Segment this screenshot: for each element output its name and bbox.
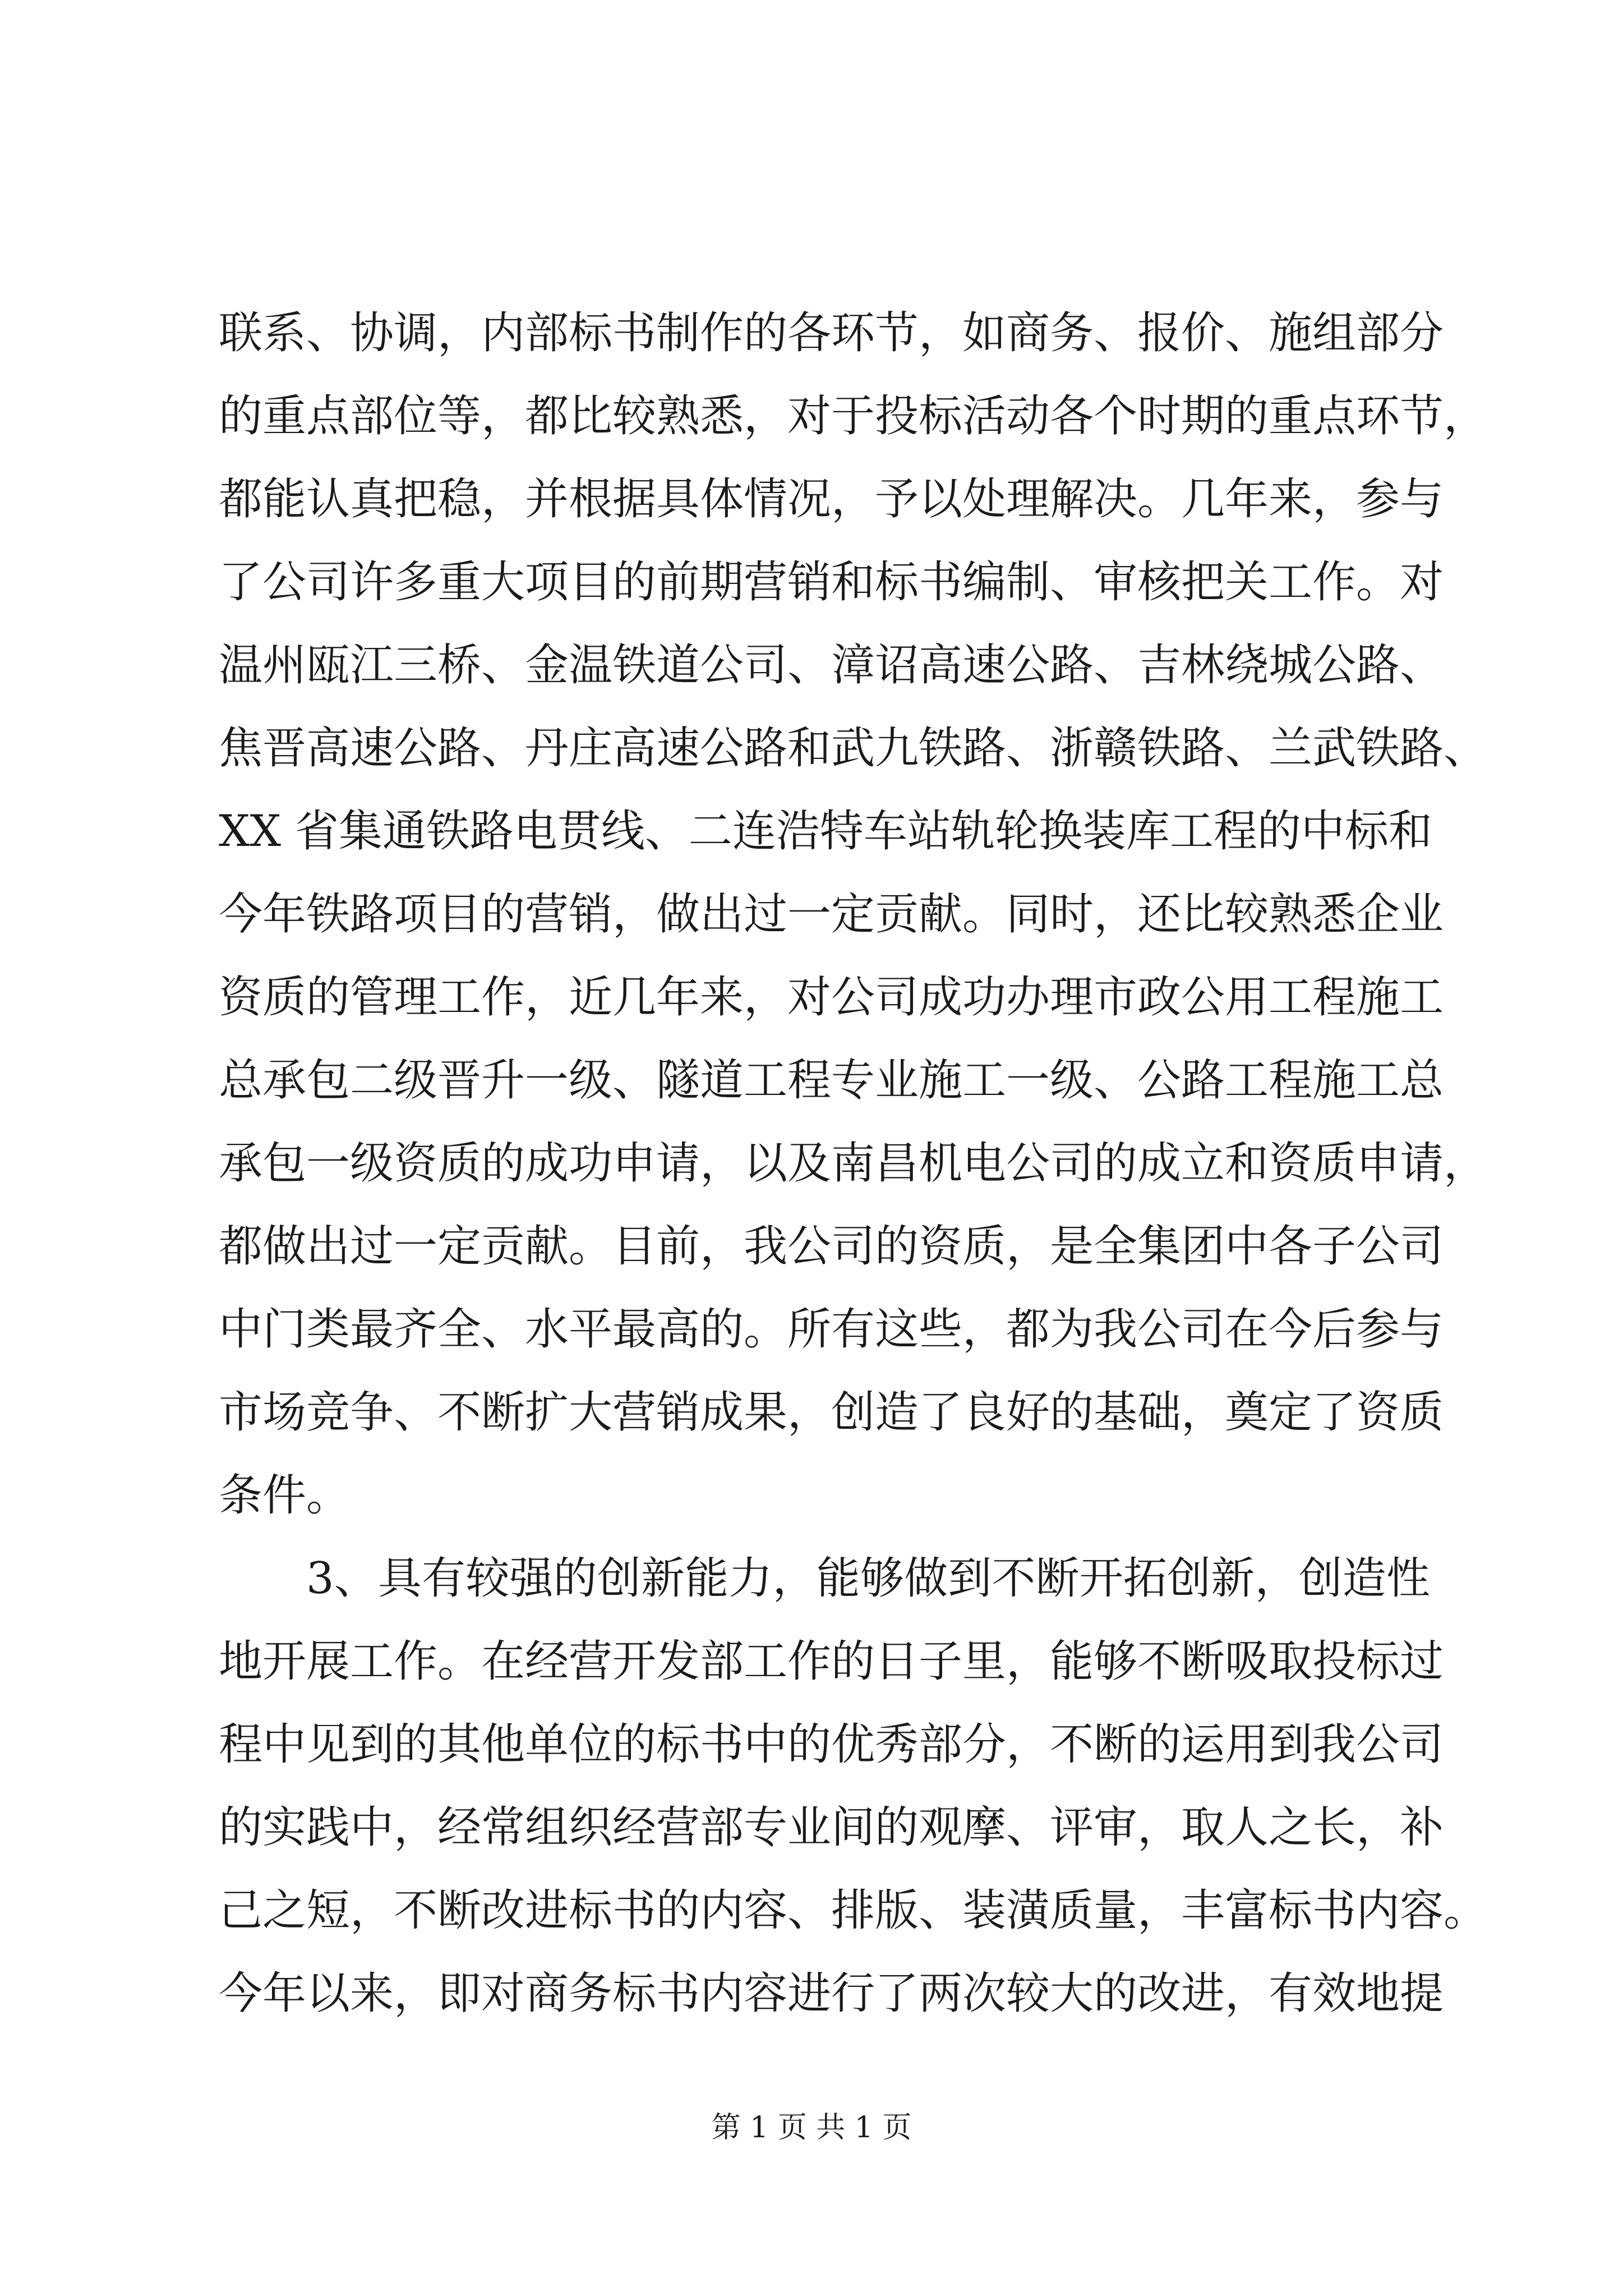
text-line: 的实践中，经常组织经营部专业间的观摩、评审，取人之长，补 <box>219 1802 1444 1853</box>
body-text <box>219 292 1488 2035</box>
paragraph-1 <box>219 292 1488 1537</box>
text-line: XX 省集通铁路电贯线、二连浩特车站轨轮换装库工程的中标和 <box>219 806 1432 857</box>
text-line: 温州瓯江三桥、金温铁道公司、漳诏高速公路、吉林绕城公路、 <box>219 640 1444 691</box>
text-line: 都做出过一定贡献。目前，我公司的资质，是全集团中各子公司 <box>219 1221 1444 1272</box>
text-line: 地开展工作。在经营开发部工作的日子里，能够不断吸取投标过 <box>219 1636 1444 1687</box>
text-line: 条件。 <box>219 1470 351 1521</box>
text-line: 焦晋高速公路、丹庄高速公路和武九铁路、浙赣铁路、兰武铁路、 <box>219 723 1488 774</box>
text-line: 今年以来，即对商务标书内容进行了两次较大的改进，有效地提 <box>219 1968 1444 2019</box>
text-line: 己之短，不断改进标书的内容、排版、装潢质量，丰富标书内容。 <box>219 1885 1488 1936</box>
paragraph-2 <box>219 1537 1488 2035</box>
text-line: 程中见到的其他单位的标书中的优秀部分，不断的运用到我公司 <box>219 1719 1444 1770</box>
text-line: 的重点部位等，都比较熟悉，对于投标活动各个时期的重点环节， <box>219 391 1488 441</box>
text-line: 都能认真把稳，并根据具体情况，予以处理解决。几年来，参与 <box>219 474 1444 524</box>
text-line: 3、具有较强的创新能力，能够做到不断开拓创新，创造性 <box>306 1553 1430 1604</box>
text-line: 联系、协调，内部标书制作的各环节，如商务、报价、施组部分 <box>219 308 1444 358</box>
text-line: 市场竞争、不断扩大营销成果，创造了良好的基础，奠定了资质 <box>219 1387 1444 1438</box>
text-line: 承包一级资质的成功申请，以及南昌机电公司的成立和资质申请， <box>219 1138 1488 1189</box>
text-line: 中门类最齐全、水平最高的。所有这些，都为我公司在今后参与 <box>219 1304 1444 1355</box>
text-line: 今年铁路项目的营销，做出过一定贡献。同时，还比较熟悉企业 <box>219 889 1444 940</box>
page-number-label: 第 1 页 共 1 页 <box>711 2111 912 2145</box>
text-line: 总承包二级晋升一级、隧道工程专业施工一级、公路工程施工总 <box>219 1055 1444 1106</box>
page-footer <box>0 2108 1623 2147</box>
text-line: 资质的管理工作，近几年来，对公司成功办理市政公用工程施工 <box>219 972 1444 1023</box>
text-line: 了公司许多重大项目的前期营销和标书编制、审核把关工作。对 <box>219 557 1444 608</box>
